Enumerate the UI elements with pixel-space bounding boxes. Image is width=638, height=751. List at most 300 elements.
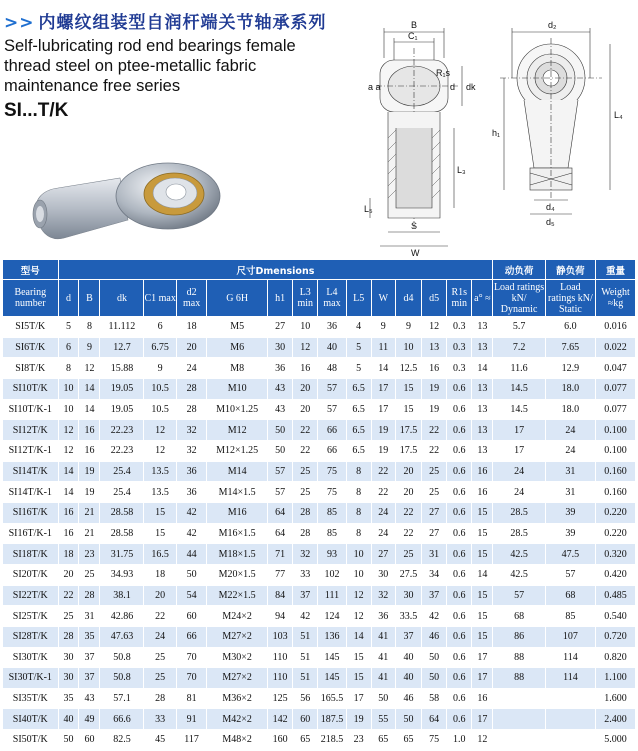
cell-w: 14 bbox=[371, 358, 395, 379]
cell-a: 15 bbox=[472, 606, 493, 627]
cell-d2: 42 bbox=[176, 502, 206, 523]
column-header-b: B bbox=[79, 280, 100, 317]
cell-l3: 65 bbox=[293, 730, 318, 751]
cell-g: M42×2 bbox=[207, 709, 268, 730]
cell-bearing: SI14T/K bbox=[3, 461, 59, 482]
cell-a: 13 bbox=[472, 420, 493, 441]
cell-dk: 47.63 bbox=[100, 626, 144, 647]
cell-dyn: 68 bbox=[493, 606, 545, 627]
cell-d: 5 bbox=[58, 317, 79, 338]
cell-stat bbox=[545, 688, 595, 709]
cell-d4: 40 bbox=[395, 647, 421, 668]
cell-d: 40 bbox=[58, 709, 79, 730]
cell-w: 11 bbox=[371, 337, 395, 358]
cell-d2: 70 bbox=[176, 668, 206, 689]
cell-b: 21 bbox=[79, 523, 100, 544]
cell-r1s: 0.6 bbox=[447, 482, 472, 503]
cell-dyn: 24 bbox=[493, 482, 545, 503]
cell-dk: 28.58 bbox=[100, 502, 144, 523]
cell-bearing: SI5T/K bbox=[3, 317, 59, 338]
cell-stat: 18.0 bbox=[545, 378, 595, 399]
cell-d2: 42 bbox=[176, 523, 206, 544]
cell-wt: 0.100 bbox=[596, 440, 636, 461]
cell-l4: 75 bbox=[318, 482, 346, 503]
cell-a: 13 bbox=[472, 378, 493, 399]
cell-dk: 57.1 bbox=[100, 688, 144, 709]
cell-w: 41 bbox=[371, 626, 395, 647]
cell-w: 55 bbox=[371, 709, 395, 730]
cell-d: 14 bbox=[58, 461, 79, 482]
cell-b: 37 bbox=[79, 647, 100, 668]
cell-h1: 57 bbox=[268, 461, 293, 482]
cell-d2: 70 bbox=[176, 647, 206, 668]
cell-d5: 22 bbox=[422, 420, 447, 441]
cell-l5: 5 bbox=[346, 358, 371, 379]
cell-g: M48×2 bbox=[207, 730, 268, 751]
cell-d2: 36 bbox=[176, 482, 206, 503]
cell-dyn: 42.5 bbox=[493, 544, 545, 565]
cell-h1: 64 bbox=[268, 502, 293, 523]
cell-wt: 0.485 bbox=[596, 585, 636, 606]
cell-d: 18 bbox=[58, 544, 79, 565]
cell-c1: 25 bbox=[144, 647, 176, 668]
cell-g: M36×2 bbox=[207, 688, 268, 709]
cell-l3: 51 bbox=[293, 626, 318, 647]
cell-d4: 17.5 bbox=[395, 420, 421, 441]
cell-d: 30 bbox=[58, 668, 79, 689]
cell-dk: 15.88 bbox=[100, 358, 144, 379]
cell-d5: 19 bbox=[422, 378, 447, 399]
table-row bbox=[3, 585, 636, 606]
cell-d5: 50 bbox=[422, 647, 447, 668]
table-row bbox=[3, 461, 636, 482]
cell-d: 22 bbox=[58, 585, 79, 606]
cell-dk: 50.8 bbox=[100, 668, 144, 689]
cell-b: 19 bbox=[79, 461, 100, 482]
cell-c1: 45 bbox=[144, 730, 176, 751]
cell-bearing: SI16T/K-1 bbox=[3, 523, 59, 544]
cell-stat: 7.65 bbox=[545, 337, 595, 358]
cell-r1s: 0.3 bbox=[447, 337, 472, 358]
cell-d: 10 bbox=[58, 399, 79, 420]
cell-l5: 17 bbox=[346, 688, 371, 709]
cell-l5: 8 bbox=[346, 502, 371, 523]
cell-g: M14 bbox=[207, 461, 268, 482]
cell-l5: 6.5 bbox=[346, 420, 371, 441]
cell-dk: 38.1 bbox=[100, 585, 144, 606]
cell-d5: 64 bbox=[422, 709, 447, 730]
cell-b: 23 bbox=[79, 544, 100, 565]
cell-h1: 43 bbox=[268, 378, 293, 399]
cell-d4: 40 bbox=[395, 668, 421, 689]
table-row bbox=[3, 482, 636, 503]
table-row bbox=[3, 358, 636, 379]
cell-l3: 28 bbox=[293, 523, 318, 544]
cell-l5: 4 bbox=[346, 317, 371, 338]
cell-l4: 145 bbox=[318, 647, 346, 668]
cell-wt: 0.016 bbox=[596, 317, 636, 338]
cell-d: 14 bbox=[58, 482, 79, 503]
cell-r1s: 0.6 bbox=[447, 399, 472, 420]
cell-dyn: 88 bbox=[493, 668, 545, 689]
cell-dyn: 24 bbox=[493, 461, 545, 482]
cell-g: M5 bbox=[207, 317, 268, 338]
cell-stat: 85 bbox=[545, 606, 595, 627]
cell-a: 13 bbox=[472, 399, 493, 420]
cell-l5: 10 bbox=[346, 564, 371, 585]
cell-d: 28 bbox=[58, 626, 79, 647]
cell-b: 19 bbox=[79, 482, 100, 503]
series-code: SI...T/K bbox=[4, 100, 69, 121]
cell-g: M8 bbox=[207, 358, 268, 379]
cell-d4: 20 bbox=[395, 461, 421, 482]
rod-end-photo bbox=[28, 160, 248, 255]
cell-bearing: SI12T/K bbox=[3, 420, 59, 441]
cell-dk: 25.4 bbox=[100, 482, 144, 503]
label-R1s: R₁s bbox=[436, 68, 451, 78]
cell-b: 28 bbox=[79, 585, 100, 606]
cell-d: 20 bbox=[58, 564, 79, 585]
cell-c1: 10.5 bbox=[144, 378, 176, 399]
table-row bbox=[3, 317, 636, 338]
cell-w: 41 bbox=[371, 647, 395, 668]
cell-r1s: 0.6 bbox=[447, 668, 472, 689]
cell-l3: 60 bbox=[293, 709, 318, 730]
cell-d4: 17.5 bbox=[395, 440, 421, 461]
cell-c1: 24 bbox=[144, 626, 176, 647]
cell-h1: 110 bbox=[268, 668, 293, 689]
cell-stat: 114 bbox=[545, 647, 595, 668]
cell-a: 12 bbox=[472, 730, 493, 751]
cell-d: 12 bbox=[58, 420, 79, 441]
cell-b: 21 bbox=[79, 502, 100, 523]
cell-dyn bbox=[493, 688, 545, 709]
cell-r1s: 0.6 bbox=[447, 461, 472, 482]
cell-l5: 6.5 bbox=[346, 378, 371, 399]
cell-d5: 27 bbox=[422, 523, 447, 544]
label-W: W bbox=[411, 248, 420, 258]
cell-h1: 30 bbox=[268, 337, 293, 358]
cell-l3: 42 bbox=[293, 606, 318, 627]
cell-l4: 36 bbox=[318, 317, 346, 338]
cell-d: 12 bbox=[58, 440, 79, 461]
cell-h1: 160 bbox=[268, 730, 293, 751]
cell-r1s: 0.3 bbox=[447, 317, 472, 338]
table-row bbox=[3, 544, 636, 565]
cell-w: 32 bbox=[371, 585, 395, 606]
cell-d5: 19 bbox=[422, 399, 447, 420]
cell-d4: 15 bbox=[395, 378, 421, 399]
cell-h1: 77 bbox=[268, 564, 293, 585]
cell-a: 16 bbox=[472, 688, 493, 709]
table-group-header bbox=[3, 260, 636, 280]
cell-wt: 0.047 bbox=[596, 358, 636, 379]
cell-l3: 22 bbox=[293, 440, 318, 461]
cell-d2: 117 bbox=[176, 730, 206, 751]
cell-dyn: 28.5 bbox=[493, 502, 545, 523]
cell-c1: 9 bbox=[144, 358, 176, 379]
cell-wt: 0.160 bbox=[596, 461, 636, 482]
cell-dk: 42.86 bbox=[100, 606, 144, 627]
cell-d5: 25 bbox=[422, 461, 447, 482]
table-row bbox=[3, 647, 636, 668]
cell-l5: 23 bbox=[346, 730, 371, 751]
cell-wt: 5.000 bbox=[596, 730, 636, 751]
cell-d4: 33.5 bbox=[395, 606, 421, 627]
cell-a: 13 bbox=[472, 317, 493, 338]
cell-dk: 22.23 bbox=[100, 420, 144, 441]
cell-d2: 66 bbox=[176, 626, 206, 647]
label-d4: d₄ bbox=[546, 202, 555, 212]
cell-dyn: 28.5 bbox=[493, 523, 545, 544]
cell-l5: 14 bbox=[346, 626, 371, 647]
cell-d5: 58 bbox=[422, 688, 447, 709]
cell-r1s: 0.3 bbox=[447, 358, 472, 379]
spec-table bbox=[2, 259, 636, 751]
column-header-r1s: R1s min bbox=[447, 280, 472, 317]
cell-c1: 13.5 bbox=[144, 461, 176, 482]
cell-dk: 12.7 bbox=[100, 337, 144, 358]
cell-d4: 27.5 bbox=[395, 564, 421, 585]
cell-d5: 50 bbox=[422, 668, 447, 689]
cell-a: 16 bbox=[472, 461, 493, 482]
cell-d5: 27 bbox=[422, 502, 447, 523]
column-header-stat: Load ratings kN/ Static bbox=[545, 280, 595, 317]
cell-l3: 10 bbox=[293, 317, 318, 338]
cell-d2: 36 bbox=[176, 461, 206, 482]
cell-b: 14 bbox=[79, 399, 100, 420]
cell-d5: 22 bbox=[422, 440, 447, 461]
cell-bearing: SI10T/K-1 bbox=[3, 399, 59, 420]
cell-l4: 102 bbox=[318, 564, 346, 585]
cell-c1: 6 bbox=[144, 317, 176, 338]
cell-dyn: 17 bbox=[493, 420, 545, 441]
cell-l3: 22 bbox=[293, 420, 318, 441]
cell-dyn: 86 bbox=[493, 626, 545, 647]
cell-d: 16 bbox=[58, 502, 79, 523]
cell-w: 19 bbox=[371, 420, 395, 441]
table-row bbox=[3, 688, 636, 709]
cell-l3: 12 bbox=[293, 337, 318, 358]
cell-b: 12 bbox=[79, 358, 100, 379]
column-header-l5: L5 bbox=[346, 280, 371, 317]
cell-l4: 57 bbox=[318, 399, 346, 420]
cell-d2: 32 bbox=[176, 440, 206, 461]
cell-r1s: 0.6 bbox=[447, 564, 472, 585]
cell-l3: 56 bbox=[293, 688, 318, 709]
cell-g: M10 bbox=[207, 378, 268, 399]
cell-wt: 0.720 bbox=[596, 626, 636, 647]
cell-h1: 84 bbox=[268, 585, 293, 606]
table-row bbox=[3, 709, 636, 730]
table-row bbox=[3, 626, 636, 647]
header-static: 静负荷 bbox=[545, 260, 595, 280]
cell-c1: 12 bbox=[144, 420, 176, 441]
cell-d2: 50 bbox=[176, 564, 206, 585]
column-header-h1: h1 bbox=[268, 280, 293, 317]
cell-l4: 57 bbox=[318, 378, 346, 399]
table-row bbox=[3, 502, 636, 523]
cell-h1: 110 bbox=[268, 647, 293, 668]
table-row bbox=[3, 564, 636, 585]
cell-d: 25 bbox=[58, 606, 79, 627]
label-d2: d₂ bbox=[548, 20, 557, 30]
label-C1: C₁ bbox=[408, 31, 418, 41]
cell-r1s: 0.6 bbox=[447, 440, 472, 461]
label-dk: dk bbox=[466, 82, 476, 92]
cell-d4: 50 bbox=[395, 709, 421, 730]
cell-wt: 0.077 bbox=[596, 399, 636, 420]
column-header-l4: L4 max bbox=[318, 280, 346, 317]
column-header-d4: d4 bbox=[395, 280, 421, 317]
title-chinese: >> 内螺纹组装型自润杆端关节轴承系列 bbox=[4, 13, 327, 33]
cell-h1: 125 bbox=[268, 688, 293, 709]
cell-dyn: 11.6 bbox=[493, 358, 545, 379]
cell-a: 14 bbox=[472, 564, 493, 585]
table-row bbox=[3, 730, 636, 751]
cell-d4: 65 bbox=[395, 730, 421, 751]
cell-d: 10 bbox=[58, 378, 79, 399]
cell-c1: 13.5 bbox=[144, 482, 176, 503]
cell-w: 36 bbox=[371, 606, 395, 627]
cell-g: M30×2 bbox=[207, 647, 268, 668]
table-row bbox=[3, 668, 636, 689]
label-d: d bbox=[450, 82, 456, 92]
cell-dk: 19.05 bbox=[100, 399, 144, 420]
cell-bearing: SI35T/K bbox=[3, 688, 59, 709]
header-weight: 重量 bbox=[596, 260, 636, 280]
cell-r1s: 0.6 bbox=[447, 626, 472, 647]
cell-b: 16 bbox=[79, 440, 100, 461]
cell-d: 30 bbox=[58, 647, 79, 668]
cell-a: 14 bbox=[472, 358, 493, 379]
cell-h1: 27 bbox=[268, 317, 293, 338]
cell-l4: 111 bbox=[318, 585, 346, 606]
cell-dyn bbox=[493, 709, 545, 730]
cell-stat: 24 bbox=[545, 420, 595, 441]
column-header-d5: d5 bbox=[422, 280, 447, 317]
cell-g: M24×2 bbox=[207, 606, 268, 627]
cell-w: 17 bbox=[371, 399, 395, 420]
cell-l5: 8 bbox=[346, 523, 371, 544]
column-header-dyn: Load ratings kN/ Dynamic bbox=[493, 281, 545, 315]
cell-c1: 16.5 bbox=[144, 544, 176, 565]
cell-c1: 22 bbox=[144, 606, 176, 627]
cell-dk: 19.05 bbox=[100, 378, 144, 399]
cell-bearing: SI8T/K bbox=[3, 358, 59, 379]
title-english: Self-lubricating rod end bearings female thread steel on ptee-metallic fabric maintenance free series bbox=[4, 37, 296, 95]
cell-stat bbox=[545, 709, 595, 730]
header-section bbox=[0, 0, 638, 258]
cell-stat bbox=[545, 730, 595, 751]
cell-l5: 15 bbox=[346, 647, 371, 668]
cell-l4: 48 bbox=[318, 358, 346, 379]
cell-b: 8 bbox=[79, 317, 100, 338]
cell-b: 35 bbox=[79, 626, 100, 647]
column-header-bearing: Bearing number bbox=[3, 280, 59, 317]
cell-d4: 46 bbox=[395, 688, 421, 709]
cell-a: 13 bbox=[472, 440, 493, 461]
cell-h1: 50 bbox=[268, 420, 293, 441]
label-alpha: a a bbox=[368, 82, 381, 92]
cell-bearing: SI50T/K bbox=[3, 730, 59, 751]
table-row bbox=[3, 420, 636, 441]
cell-l4: 136 bbox=[318, 626, 346, 647]
cell-l5: 6.5 bbox=[346, 440, 371, 461]
cell-l4: 40 bbox=[318, 337, 346, 358]
cell-d: 6 bbox=[58, 337, 79, 358]
cell-c1: 10.5 bbox=[144, 399, 176, 420]
cell-d4: 25 bbox=[395, 544, 421, 565]
cell-w: 41 bbox=[371, 668, 395, 689]
cell-l5: 8 bbox=[346, 482, 371, 503]
column-header-wt: Weight ≈kg bbox=[596, 280, 636, 317]
cell-a: 17 bbox=[472, 709, 493, 730]
cell-d5: 25 bbox=[422, 482, 447, 503]
label-d5: d₅ bbox=[546, 217, 555, 227]
label-L5: L₅ bbox=[364, 204, 373, 214]
cell-g: M27×2 bbox=[207, 626, 268, 647]
cell-bearing: SI30T/K bbox=[3, 647, 59, 668]
cell-dk: 34.93 bbox=[100, 564, 144, 585]
cell-a: 15 bbox=[472, 502, 493, 523]
cell-d: 8 bbox=[58, 358, 79, 379]
cell-d5: 34 bbox=[422, 564, 447, 585]
cell-b: 37 bbox=[79, 668, 100, 689]
cell-h1: 50 bbox=[268, 440, 293, 461]
cell-wt: 0.220 bbox=[596, 502, 636, 523]
cell-bearing: SI10T/K bbox=[3, 378, 59, 399]
cell-g: M27×2 bbox=[207, 668, 268, 689]
cell-dk: 25.4 bbox=[100, 461, 144, 482]
label-L3: L₃ bbox=[457, 165, 466, 175]
cell-d2: 28 bbox=[176, 378, 206, 399]
cell-d4: 30 bbox=[395, 585, 421, 606]
cell-wt: 2.400 bbox=[596, 709, 636, 730]
cell-stat: 6.0 bbox=[545, 317, 595, 338]
cell-g: M18×1.5 bbox=[207, 544, 268, 565]
cell-d2: 32 bbox=[176, 420, 206, 441]
cell-l5: 8 bbox=[346, 461, 371, 482]
cell-d: 16 bbox=[58, 523, 79, 544]
cell-l3: 25 bbox=[293, 482, 318, 503]
cell-l4: 218.5 bbox=[318, 730, 346, 751]
cell-g: M12 bbox=[207, 420, 268, 441]
cell-g: M12×1.25 bbox=[207, 440, 268, 461]
cell-r1s: 0.6 bbox=[447, 544, 472, 565]
cell-stat: 39 bbox=[545, 523, 595, 544]
cell-c1: 15 bbox=[144, 502, 176, 523]
cell-d5: 31 bbox=[422, 544, 447, 565]
cell-a: 16 bbox=[472, 482, 493, 503]
cell-a: 17 bbox=[472, 668, 493, 689]
cell-g: M6 bbox=[207, 337, 268, 358]
cell-l3: 20 bbox=[293, 399, 318, 420]
cell-b: 31 bbox=[79, 606, 100, 627]
cell-r1s: 0.6 bbox=[447, 523, 472, 544]
cell-w: 50 bbox=[371, 688, 395, 709]
cell-d: 35 bbox=[58, 688, 79, 709]
cell-d2: 20 bbox=[176, 337, 206, 358]
cell-r1s: 0.6 bbox=[447, 606, 472, 627]
cell-r1s: 1.0 bbox=[447, 730, 472, 751]
cell-d2: 24 bbox=[176, 358, 206, 379]
cell-l3: 51 bbox=[293, 668, 318, 689]
cell-c1: 15 bbox=[144, 523, 176, 544]
cell-b: 16 bbox=[79, 420, 100, 441]
label-B: B bbox=[411, 20, 418, 30]
cell-bearing: SI40T/K bbox=[3, 709, 59, 730]
